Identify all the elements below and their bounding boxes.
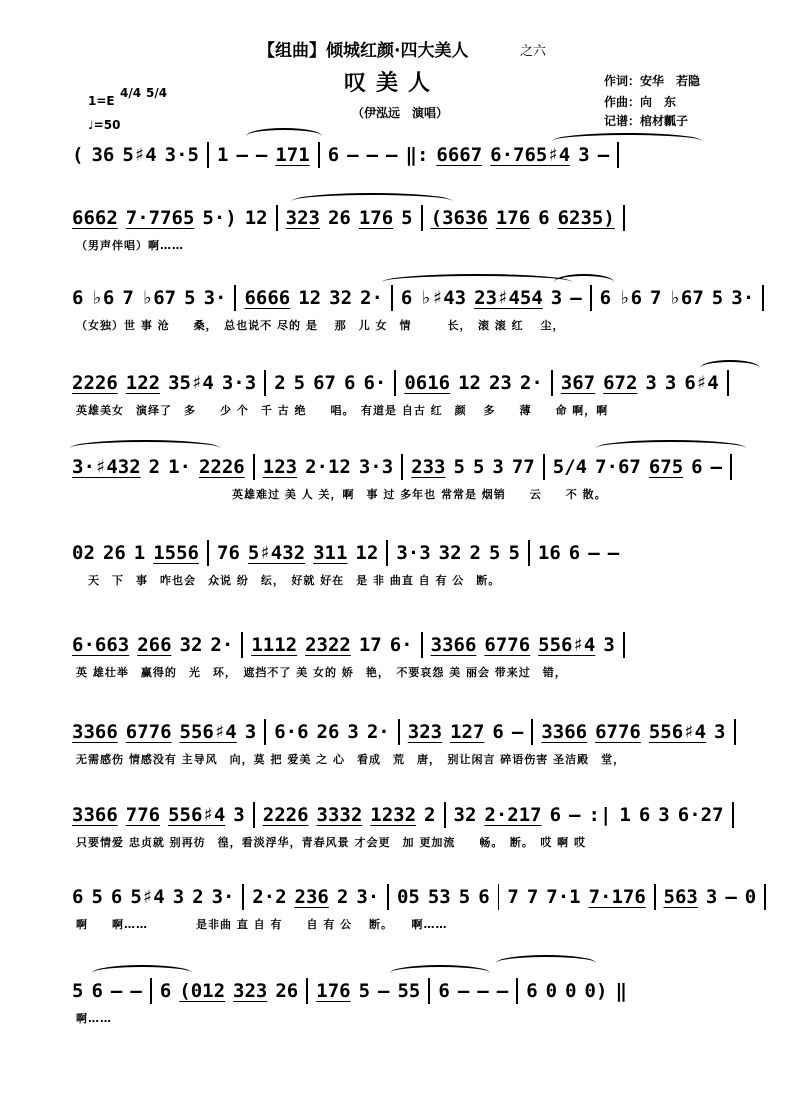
note-group: 2·217 [484, 804, 542, 826]
note-group: 1232 [370, 804, 417, 826]
note-group: 6 [91, 980, 103, 1002]
note-group: ♭67 [141, 287, 177, 309]
barline [387, 884, 389, 910]
notation-line [72, 882, 766, 912]
notation-line [72, 717, 766, 747]
note-group: 6 [327, 144, 340, 166]
note-group: 323 [407, 721, 443, 743]
note-group: 5 [91, 886, 103, 908]
note-group: 3 [550, 287, 563, 309]
barline [234, 285, 236, 311]
note-group: 6235) [557, 207, 615, 229]
note-group: 236 [294, 886, 329, 908]
note-group: – [110, 980, 123, 1002]
barline [730, 454, 732, 480]
slur-mark [92, 965, 192, 981]
note-group: 6 [159, 980, 172, 1002]
note-group: 2 [274, 372, 286, 394]
note-group: 2· [210, 634, 234, 656]
note-group: 5 [488, 542, 501, 564]
note-group: 32 [179, 634, 203, 656]
note-group: 6667 [436, 144, 483, 166]
note-group: 6· [389, 634, 413, 656]
note-group: – [725, 886, 737, 908]
note-group: 3 [172, 886, 185, 908]
note-group: 672 [603, 372, 638, 394]
note-group: 3 [645, 372, 657, 394]
barline [428, 978, 430, 1004]
note-group: 266 [137, 634, 172, 656]
notation-line [72, 538, 766, 568]
note-group: 12 [298, 287, 322, 309]
note-group: 2226 [198, 456, 245, 478]
barline [318, 142, 320, 168]
note-group: 2 [192, 886, 204, 908]
note-group: 5♯432 [247, 542, 306, 564]
slur-mark [554, 274, 614, 290]
note-group: 5/4 [552, 456, 588, 478]
note-group: 171 [275, 144, 310, 166]
note-group: 6776 [484, 634, 531, 656]
barline [654, 884, 656, 910]
note-group: 5 [711, 287, 724, 309]
song-title: 叹美人 [344, 71, 441, 96]
lyric-line: 英雄美女 演绎了 多 少 个 千 古 绝 唱。 有道是 自古 红 颜 多 薄 命 啊，啊 [76, 404, 609, 417]
note-group: 6666 [244, 287, 291, 309]
note-group: 26 [327, 207, 351, 229]
note-group: 5♯4 [130, 886, 165, 908]
note-group: 3· [203, 287, 227, 309]
note-group: 3 [705, 886, 718, 908]
barline [732, 802, 734, 828]
note-group: 32 [438, 542, 462, 564]
slur-mark [596, 440, 746, 456]
note-group: 32 [453, 804, 477, 826]
note-group: 7 [507, 886, 519, 908]
note-group: 556♯4 [538, 634, 596, 656]
barline [498, 884, 500, 910]
note-group: 7 [526, 886, 539, 908]
lyric-line: 只要情爱 忠贞就 别再彷 徨，看淡浮华，青春风景 才会更 加 更加流 畅。 断。 哎 啊 哎 [76, 836, 586, 849]
barline [398, 719, 400, 745]
barline [264, 370, 266, 396]
note-group: – [588, 542, 600, 564]
note-group: 3366 [430, 634, 477, 656]
note-group: 76 [217, 542, 240, 564]
lyric-line: 无需感伤 情感没有 主导风 向，莫 把 爱美 之 心 看成 荒 唐， 别让闲言 碎语伤害 圣洁殿 堂， [76, 753, 626, 766]
barline [551, 370, 553, 396]
barline [386, 540, 388, 566]
barline [264, 719, 266, 745]
tempo: ♩=50 [88, 118, 121, 132]
lyric-line: 天 下 事 咋也会 众说 纷 纭， 好就 好在 是 非 曲直 自 有 公 断。 [76, 574, 501, 587]
note-group: 122 [125, 372, 161, 394]
double-barline: ‖ [615, 980, 627, 1002]
note-group: 0) [584, 980, 608, 1002]
note-group: 2 [336, 886, 349, 908]
note-group: 556♯4 [179, 721, 237, 743]
note-group: 3332 [316, 804, 363, 826]
barline [764, 884, 766, 910]
note-group: 367 [560, 372, 596, 394]
note-group: 5 [458, 886, 471, 908]
double-barline: :| [588, 804, 612, 826]
note-group: ♭6 [619, 287, 643, 309]
note-group: 5 [453, 456, 465, 478]
barline [150, 978, 152, 1004]
notation-line [72, 452, 766, 482]
note-group: 5 [358, 980, 371, 1002]
note-group: 2 [148, 456, 161, 478]
slur-mark [700, 360, 760, 376]
note-group: 6 [438, 980, 450, 1002]
note-group: 3· [211, 886, 235, 908]
note-group: – [236, 144, 248, 166]
note-group: 05 [396, 886, 420, 908]
note-group: ♭67 [669, 287, 704, 309]
meter-a: 4/4 [120, 86, 142, 100]
note-group: 7·1 [546, 886, 581, 908]
barline [444, 802, 446, 828]
barline [516, 978, 518, 1004]
note-group: 1112 [251, 634, 298, 656]
note-group: 5 [472, 456, 485, 478]
barline [207, 142, 209, 168]
note-group: – [477, 980, 489, 1002]
note-group: 3 [244, 721, 257, 743]
note-group: 176 [358, 207, 394, 229]
note-group: 323 [285, 207, 320, 229]
note-group: 53 [427, 886, 451, 908]
note-group: 6 [549, 804, 562, 826]
note-group: – [597, 144, 610, 166]
note-group: 7·7765 [125, 207, 195, 229]
note-group: 6·6 [274, 721, 309, 743]
barline [253, 802, 255, 828]
note-group: 311 [313, 542, 348, 564]
note-group: 6776 [125, 721, 172, 743]
note-group: – [378, 980, 390, 1002]
note-group: 3· [356, 886, 380, 908]
barline [762, 285, 764, 311]
note-group: ♭6 [91, 287, 115, 309]
meter-b: 5/4 [146, 86, 168, 100]
note-group: – [710, 456, 723, 478]
note-group: 6♯4 [684, 372, 719, 394]
note-group: (012 [179, 980, 226, 1002]
note-group: 77 [511, 456, 535, 478]
notation-line [72, 630, 766, 660]
note-group: 323 [233, 980, 268, 1002]
key-signature: 1=E [88, 94, 115, 108]
note-group: 7·67 [595, 456, 641, 478]
note-group: 3366 [72, 804, 118, 826]
slur-mark [246, 128, 322, 144]
note-group: 556♯4 [648, 721, 707, 743]
note-group: 5 [293, 372, 306, 394]
note-group: 7·176 [588, 886, 646, 908]
note-group: 7 [122, 287, 134, 309]
lyric-line: （男声伴唱）啊…… [76, 239, 184, 252]
note-group: 1· [168, 456, 191, 478]
note-group: 6 [568, 542, 581, 564]
note-group: 3366 [72, 721, 118, 743]
note-group: 6 [400, 287, 413, 309]
note-group: 3 [233, 804, 245, 826]
barline [421, 632, 423, 658]
note-group: 5 [72, 980, 84, 1002]
note-group: 2322 [305, 634, 351, 656]
barline [394, 370, 396, 396]
note-group: 0 [744, 886, 757, 908]
note-group: 3· [731, 287, 755, 309]
note-group: 67 [313, 372, 336, 394]
note-group: 233 [411, 456, 446, 478]
note-group: 55 [397, 980, 421, 1002]
note-group: 675 [648, 456, 684, 478]
note-group: 23 [488, 372, 512, 394]
lyric-line: 英雄难过 美 人 关，啊 事 过 多年也 常常是 烟销 云 不 散。 [76, 488, 607, 501]
note-group: 2 [424, 804, 436, 826]
note-group: 3 [658, 804, 670, 826]
note-group: 2· [360, 287, 383, 309]
barline [531, 719, 533, 745]
barline [306, 978, 308, 1004]
lyric-line: 啊 啊…… 是非曲 直 自 有 自 有 公 断。 啊…… [76, 918, 448, 931]
note-group: 32 [329, 287, 353, 309]
barline [401, 454, 403, 480]
note-group: 2 [469, 542, 481, 564]
slur-mark [390, 965, 490, 981]
note-group: 6·27 [677, 804, 724, 826]
lyric-line: 英 雄壮举 赢得的 光 环， 遮挡不了 美 女的 娇 艳， 不要哀怨 美 丽会 带来过 错， [76, 666, 567, 679]
note-group: 6 [110, 886, 123, 908]
note-group: 1 [217, 144, 229, 166]
note-group: 3 [603, 634, 615, 656]
note-group: – [496, 980, 509, 1002]
note-group: 6· [363, 372, 387, 394]
note-group: 26 [102, 542, 126, 564]
lyricist-credit: 作词：安华 若隐 [604, 74, 701, 88]
note-group: 2· [366, 721, 390, 743]
note-group: 123 [262, 456, 298, 478]
barline [623, 632, 625, 658]
note-group: 5·) [202, 207, 237, 229]
note-group: 3 [714, 721, 726, 743]
note-group: 1556 [153, 542, 199, 564]
note-group: 6 [72, 287, 84, 309]
series-title: 【组曲】倾城红颜·四大美人 [258, 41, 469, 61]
barline [207, 540, 209, 566]
notation-line [72, 368, 766, 398]
note-group: – [255, 144, 268, 166]
barline [276, 205, 278, 231]
note-group: 3·3 [358, 456, 394, 478]
note-group: ( [72, 144, 84, 166]
slur-mark [496, 955, 596, 971]
note-group: 0 [545, 980, 558, 1002]
note-group: 5♯4 [122, 144, 157, 166]
note-group: 3 [347, 721, 359, 743]
note-group: 35♯4 [168, 372, 214, 394]
note-group: 176 [316, 980, 351, 1002]
note-group: 6 [599, 287, 612, 309]
note-group: 6 [343, 372, 356, 394]
slur-mark [70, 440, 220, 456]
composer-credit: 作曲：向 东 [604, 95, 677, 109]
series-part: 之六 [520, 44, 547, 59]
note-group: 6 [691, 456, 703, 478]
note-group: 36 [91, 144, 115, 166]
barline [623, 205, 625, 231]
note-group: 3366 [541, 721, 588, 743]
notation-line [72, 800, 766, 830]
note-group: 26 [316, 721, 340, 743]
note-group: 2226 [72, 372, 118, 394]
note-group: – [511, 721, 524, 743]
note-group: (3636 [430, 207, 488, 229]
barline [528, 540, 530, 566]
note-group: 2226 [262, 804, 309, 826]
transcriber-credit: 记谱：棺材瓤子 [604, 114, 689, 128]
note-group: – [347, 144, 359, 166]
note-group: 17 [358, 634, 382, 656]
note-group: 3·5 [164, 144, 199, 166]
note-group: – [457, 980, 470, 1002]
note-group: 12 [355, 542, 379, 564]
barline [543, 454, 545, 480]
note-group: 16 [537, 542, 561, 564]
note-group: 7 [650, 287, 662, 309]
note-group: – [366, 144, 379, 166]
note-group: 2·12 [305, 456, 351, 478]
note-group: – [130, 980, 142, 1002]
note-group: – [570, 287, 582, 309]
note-group: – [386, 144, 398, 166]
note-group: 556♯4 [168, 804, 226, 826]
note-group: 2· [519, 372, 543, 394]
note-group: 176 [495, 207, 531, 229]
note-group: 6 [638, 804, 651, 826]
note-group: 6776 [595, 721, 641, 743]
barline [241, 632, 243, 658]
slur-mark [382, 274, 572, 290]
note-group: 2·2 [252, 886, 287, 908]
note-group: 0 [565, 980, 577, 1002]
note-group: 6 [492, 721, 504, 743]
note-group: 1 [619, 804, 631, 826]
note-group: 6 [478, 886, 490, 908]
note-group: 12 [458, 372, 481, 394]
note-group: 5 [508, 542, 520, 564]
note-group: 6·663 [72, 634, 130, 656]
note-group: 3·♯432 [72, 456, 141, 478]
barline [242, 884, 244, 910]
note-group: 02 [72, 542, 95, 564]
note-group: 6 [526, 980, 538, 1002]
note-group: 127 [450, 721, 485, 743]
note-group: – [569, 804, 581, 826]
double-barline: ‖: [405, 144, 429, 166]
note-group: ♭♯43 [420, 287, 467, 309]
note-group: 26 [275, 980, 299, 1002]
lyric-line: （女独）世 事 沧 桑， 总也说不 尽的 是 那 儿 女 情 长， 滚 滚 红 尘， [76, 319, 565, 332]
lyric-line: 啊…… [76, 1012, 112, 1025]
note-group: 776 [125, 804, 161, 826]
note-group: 6·765♯4 [490, 144, 571, 166]
note-group: 6662 [72, 207, 118, 229]
note-group: 23♯454 [474, 287, 543, 309]
note-group: 5 [401, 207, 413, 229]
note-group: 6 [538, 207, 550, 229]
note-group: 3·3 [221, 372, 257, 394]
note-group: 3 [578, 144, 590, 166]
note-group: 12 [244, 207, 268, 229]
slur-mark [292, 193, 452, 209]
note-group: 1 [133, 542, 146, 564]
note-group: 6 [72, 886, 84, 908]
note-group: – [607, 542, 620, 564]
note-group: 0616 [404, 372, 451, 394]
note-group: 563 [663, 886, 698, 908]
note-group: 5 [184, 287, 196, 309]
slur-mark [552, 133, 702, 149]
note-group: 3 [492, 456, 504, 478]
barline [734, 719, 736, 745]
barline [253, 454, 255, 480]
note-group: 3·3 [396, 542, 431, 564]
performer: （伊泓远 演唱） [352, 106, 449, 120]
note-group: 3 [664, 372, 677, 394]
